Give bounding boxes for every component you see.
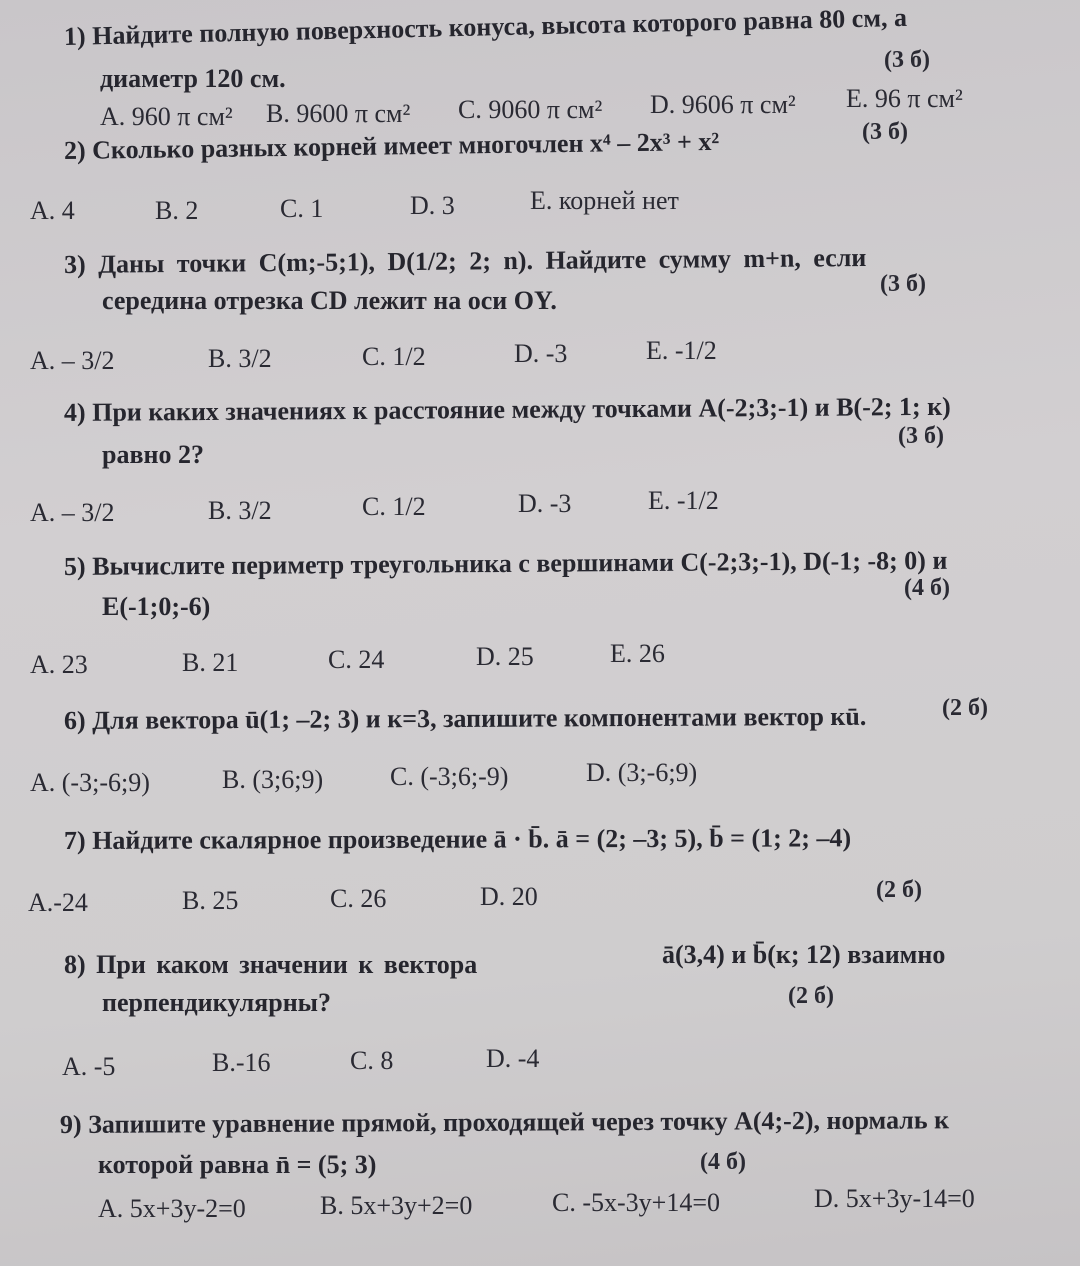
question-5-number: 5) (63, 551, 86, 581)
question-9-number: 9) (59, 1109, 82, 1139)
question-8-number: 8) (64, 950, 86, 979)
question-7-points: (2 б) (876, 877, 922, 903)
question-7-text (64, 825, 851, 854)
question-8-text (64, 952, 477, 978)
question-4-line-1: При каких значениях к расстояние между точками A(-2;3;-1) и B(-2; 1; к) (92, 391, 951, 427)
question-2-line-1: Сколько разных корней имеет многочлен x⁴ – 2x³ + x² (91, 126, 720, 165)
q1-option-b: B. 9600 π см² (266, 99, 411, 128)
question-1-text (63, 2, 908, 51)
question-1-number: 1) (63, 21, 86, 51)
q9-option-c: C. -5x-3y+14=0 (552, 1188, 720, 1217)
question-3-line-1: Даны точки C(m;-5;1), D(1/2; 2; n). Найдите сумму m+n, если (98, 242, 867, 279)
q9-option-d: D. 5x+3y-14=0 (814, 1184, 975, 1213)
q6-option-c: C. (-3;6;-9) (390, 762, 509, 791)
q7-option-c: C. 26 (330, 884, 387, 913)
question-8-line-3: перпендикулярны? (102, 988, 331, 1017)
q1-option-d: D. 9606 π см² (650, 90, 796, 119)
q4-option-b: B. 3/2 (208, 496, 272, 525)
q5-option-d: D. 25 (476, 642, 534, 671)
q1-option-a: A. 960 π см² (100, 102, 233, 131)
q3-option-a: A. – 3/2 (30, 346, 115, 375)
question-3-line-2: середина отрезка CD лежит на оси OY. (102, 286, 557, 315)
question-4-line-2: равно 2? (102, 440, 204, 469)
q1-option-c: C. 9060 π см² (458, 95, 603, 124)
question-8-line-2: ā(3,4) и b̄(к; 12) взаимно (662, 940, 946, 969)
q8-option-d: D. -4 (486, 1044, 540, 1073)
question-8-line-1: При каком значении к вектора (96, 950, 478, 979)
q2-option-a: A. 4 (30, 196, 75, 225)
question-3-points: (3 б) (880, 271, 926, 297)
question-3-text (63, 242, 867, 279)
q8-option-c: C. 8 (350, 1046, 394, 1075)
question-4-text (63, 391, 951, 427)
q9-option-b: B. 5x+3y+2=0 (320, 1191, 473, 1220)
question-5-text (63, 545, 948, 581)
question-6-number: 6) (63, 705, 86, 735)
q3-option-e: E. -1/2 (646, 336, 717, 365)
q4-option-d: D. -3 (518, 489, 572, 518)
q5-option-a: A. 23 (30, 650, 88, 679)
question-4-points: (3 б) (898, 423, 944, 449)
q6-option-a: A. (-3;-6;9) (30, 768, 150, 797)
q1-option-e: E. 96 π см² (846, 84, 963, 113)
question-4-number: 4) (63, 397, 86, 427)
question-7-line-1: Найдите скалярное произведение ā · b̄. ā = (2; –3; 5), b̄ = (1; 2; –4) (92, 823, 852, 855)
question-9-text (60, 1107, 949, 1138)
question-8-points: (2 б) (788, 983, 834, 1009)
question-6-points: (2 б) (942, 695, 988, 721)
q7-option-d: D. 20 (480, 882, 538, 911)
question-9-points: (4 б) (700, 1149, 746, 1175)
question-5-line-1: Вычислите периметр треугольника с вершинами C(-2;3;-1), D(-1; -8; 0) и (92, 545, 948, 581)
question-2-points: (3 б) (862, 119, 908, 145)
q3-option-b: B. 3/2 (208, 344, 272, 373)
q9-option-a: A. 5x+3y-2=0 (98, 1194, 246, 1223)
q2-option-c: C. 1 (280, 194, 324, 223)
q8-option-b: B.-16 (212, 1048, 271, 1077)
q7-option-b: B. 25 (182, 886, 239, 915)
q5-option-e: E. 26 (610, 639, 665, 668)
q3-option-d: D. -3 (514, 339, 568, 368)
question-7-number: 7) (63, 825, 86, 855)
q4-option-c: C. 1/2 (362, 492, 426, 521)
q5-option-c: C. 24 (328, 645, 385, 674)
q2-option-d: D. 3 (410, 191, 455, 220)
question-1-line-1: Найдите полную поверхность конуса, высота которого равна 80 см, а (91, 2, 908, 51)
question-5-line-2: E(-1;0;-6) (102, 592, 211, 621)
question-6-line-1: Для вектора ū(1; –2; 3) и к=3, запишите компонентами вектор кū. (92, 701, 867, 735)
question-2-text (63, 126, 720, 165)
q4-option-e: E. -1/2 (648, 486, 719, 515)
q3-option-c: C. 1/2 (362, 342, 426, 371)
question-9-line-2: которой равна n̄ = (5; 3) (98, 1150, 377, 1179)
q4-option-a: A. – 3/2 (30, 498, 115, 527)
question-1-points: (3 б) (884, 47, 930, 73)
question-1-line-2: диаметр 120 см. (100, 64, 286, 93)
question-2-number: 2) (63, 135, 86, 165)
q6-option-d: D. (3;-6;9) (586, 758, 698, 787)
q7-option-a: A.-24 (28, 888, 88, 917)
question-3-number: 3) (63, 249, 86, 279)
q2-option-b: B. 2 (155, 196, 199, 225)
q2-option-e: E. корней нет (530, 186, 679, 215)
q5-option-b: B. 21 (182, 648, 239, 677)
question-6-text (63, 701, 867, 735)
q8-option-a: A. -5 (62, 1052, 116, 1081)
q6-option-b: B. (3;6;9) (222, 765, 324, 794)
question-5-points: (4 б) (904, 575, 950, 601)
question-9-line-1: Запишите уравнение прямой, проходящей через точку A(4;-2), нормаль к (88, 1105, 950, 1139)
